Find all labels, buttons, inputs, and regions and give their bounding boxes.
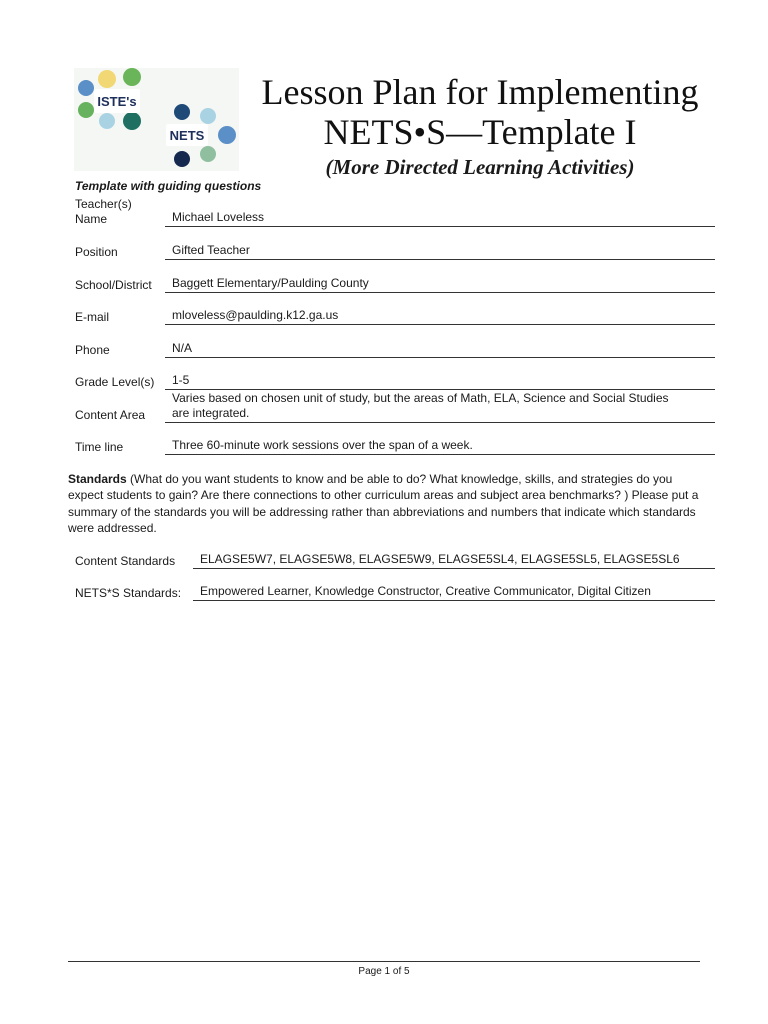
field-label-teacher: Teacher(s)	[75, 197, 132, 211]
field-label-email: E-mail	[75, 310, 110, 324]
field-email	[75, 310, 715, 325]
standards-heading: Standards	[68, 472, 127, 486]
field-label-content-standards: Content Standards	[75, 554, 176, 568]
field-value-position[interactable]: Gifted Teacher	[165, 243, 715, 260]
guide-label: Template with guiding questions	[75, 179, 262, 193]
field-timeline	[75, 440, 715, 455]
field-nets-standards	[75, 586, 715, 601]
field-value-email[interactable]: mloveless@paulding.k12.ga.us	[165, 308, 715, 325]
field-label-grade: Grade Level(s)	[75, 375, 155, 389]
field-label-position: Position	[75, 245, 118, 259]
field-phone	[75, 343, 715, 358]
field-value-content-area[interactable]	[165, 391, 715, 423]
field-grade-level	[75, 375, 715, 390]
iste-nets-logo	[74, 68, 239, 171]
field-value-content-standards[interactable]: ELAGSE5W7, ELAGSE5W8, ELAGSE5W9, ELAGSE5SL4, ELAGSE5SL5, ELAGSE5SL6	[193, 552, 715, 569]
field-value-grade[interactable]: 1-5	[165, 373, 715, 390]
field-value-phone[interactable]: N/A	[165, 341, 715, 358]
field-label-name: Name	[75, 212, 108, 226]
field-teacher-name	[75, 197, 715, 227]
field-value-school[interactable]: Baggett Elementary/Paulding County	[165, 276, 715, 293]
title-block	[245, 72, 715, 180]
field-label-content-area: Content Area	[75, 408, 146, 422]
field-value-nets-standards[interactable]: Empowered Learner, Knowledge Constructor, Creative Communicator, Digital Citizen	[193, 584, 715, 601]
field-label-school: School/District	[75, 278, 152, 292]
logo-nets-text: NETS	[169, 128, 205, 143]
page-number: Page 1 of 5	[358, 966, 410, 977]
field-value-name[interactable]: Michael Loveless	[165, 210, 715, 227]
field-label-nets-standards: NETS*S Standards:	[75, 586, 182, 600]
field-value-timeline[interactable]: Three 60-minute work sessions over the span of a week.	[165, 438, 715, 455]
field-content-area	[75, 393, 715, 423]
field-content-standards	[75, 554, 715, 569]
footer-divider	[68, 961, 700, 962]
field-label-timeline: Time line	[75, 440, 124, 454]
field-position	[75, 245, 715, 260]
title-line-1: Lesson Plan for Implementing	[261, 72, 699, 112]
content-area-line-2: are integrated.	[172, 406, 250, 420]
logo-iste-text: ISTE's	[97, 94, 137, 109]
standards-paragraph	[68, 471, 708, 536]
standards-description: (What do you want students to know and be able to do? What knowledge, skills, and strategies do you expect students to gain? Are there connections to other curriculum areas and subject area benchmarks? ) Please put a summary of the standards you will be addressing rather than abbreviations and numbers that indicate which standards were addressed.	[68, 472, 699, 535]
title-line-2: NETS•S—Template I	[323, 112, 637, 152]
subtitle: (More Directed Learning Activities)	[325, 155, 635, 179]
field-school	[75, 278, 715, 293]
field-label-phone: Phone	[75, 343, 110, 357]
content-area-line-1: Varies based on chosen unit of study, but the areas of Math, ELA, Science and Social Studies	[172, 391, 669, 405]
